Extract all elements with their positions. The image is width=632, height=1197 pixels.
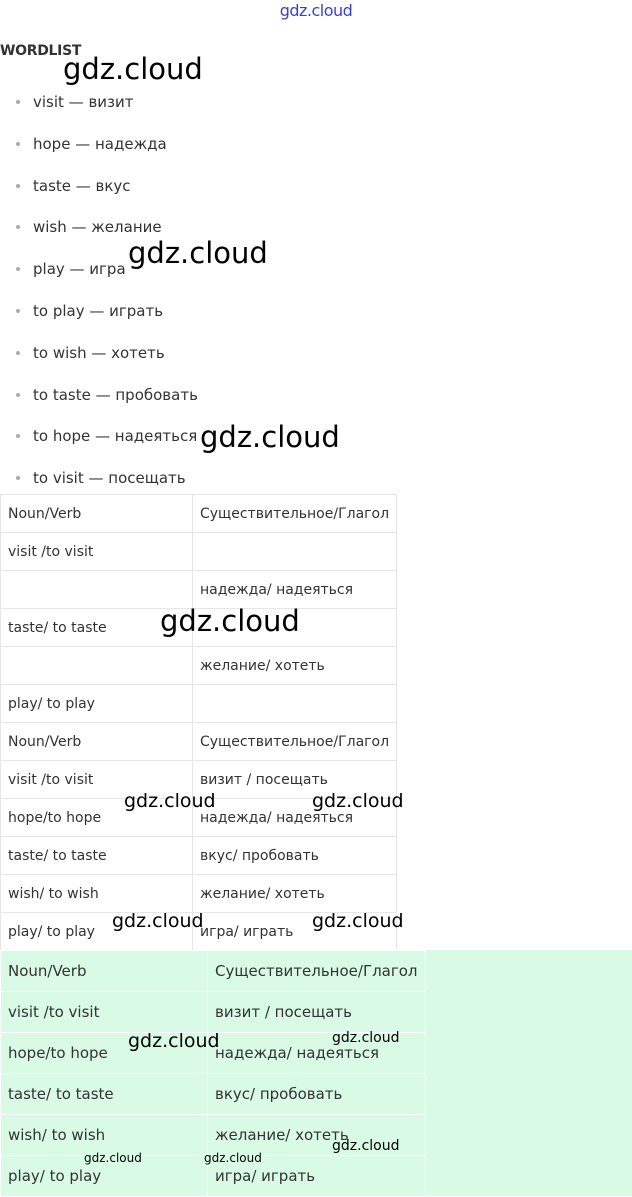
list-item-text: to wish — хотеть <box>33 343 165 362</box>
table-cell: Существительное/Глагол <box>193 723 397 761</box>
watermark: gdz.cloud <box>312 910 404 932</box>
table-cell: Noun/Verb <box>1 495 193 533</box>
table-cell: play/ to play <box>1 1156 208 1197</box>
filled-table <box>0 722 397 951</box>
table-cell: вкус/ пробовать <box>208 1074 426 1115</box>
table-row <box>1 951 426 992</box>
table-row <box>1 571 397 609</box>
table-row <box>1 1033 426 1074</box>
table-cell: желание/ хотеть <box>193 647 397 685</box>
list-item-text: to taste — пробовать <box>33 385 198 404</box>
watermark: gdz.cloud <box>312 790 404 812</box>
table-cell: желание/ хотеть <box>193 875 397 913</box>
bullet-icon <box>16 100 20 104</box>
table-cell <box>1 571 193 609</box>
table-cell: Существительное/Глагол <box>208 951 426 992</box>
list-item <box>0 215 198 257</box>
table-cell: желание/ хотеть <box>208 1115 426 1156</box>
bullet-icon <box>16 351 20 355</box>
list-item <box>0 299 198 341</box>
answer-table <box>0 950 426 1197</box>
wordlist <box>0 90 198 508</box>
table-cell <box>193 533 397 571</box>
table-cell <box>1 647 193 685</box>
list-item-text: to hope — надеяться <box>33 427 198 446</box>
table-cell: игра/ играть <box>193 913 397 951</box>
table-row <box>1 875 397 913</box>
table-cell: Noun/Verb <box>1 951 208 992</box>
watermark: gdz.cloud <box>204 1151 262 1165</box>
table-cell: taste/ to taste <box>1 837 193 875</box>
table-cell: wish/ to wish <box>1 1115 208 1156</box>
table-cell: visit /to visit <box>1 761 193 799</box>
watermark: gdz.cloud <box>128 1030 220 1052</box>
watermark: gdz.cloud <box>124 790 216 812</box>
table-row <box>1 685 397 723</box>
table-row <box>1 533 397 571</box>
watermark: gdz.cloud <box>63 52 203 86</box>
list-item-text: hope — надежда <box>33 134 167 153</box>
table-cell: wish/ to wish <box>1 875 193 913</box>
table-cell: visit /to visit <box>1 992 208 1033</box>
table-row <box>1 647 397 685</box>
table-cell: визит / посещать <box>208 992 426 1033</box>
list-item-text: play — игра <box>33 260 126 279</box>
table-cell: taste/ to taste <box>1 1074 208 1115</box>
table-row <box>1 837 397 875</box>
list-item <box>0 424 198 466</box>
table-cell: visit /to visit <box>1 533 193 571</box>
bullet-icon <box>16 225 20 229</box>
list-item <box>0 383 198 425</box>
list-item-text: to play — играть <box>33 301 164 320</box>
table-row <box>1 1074 426 1115</box>
watermark: gdz.cloud <box>112 910 204 932</box>
list-item <box>0 90 198 132</box>
site-brand-link[interactable]: gdz.cloud <box>279 1 353 20</box>
watermark: gdz.cloud <box>200 420 340 454</box>
table-row <box>1 1156 426 1197</box>
list-item <box>0 341 198 383</box>
table-cell: taste/ to taste <box>1 609 193 647</box>
list-item-text: visit — визит <box>33 93 134 111</box>
table-row <box>1 992 426 1033</box>
watermark: gdz.cloud <box>332 1138 400 1154</box>
table-cell: hope/to hope <box>1 1033 208 1074</box>
table-cell: play/ to play <box>1 685 193 723</box>
watermark: gdz.cloud <box>84 1151 142 1165</box>
bullet-icon <box>16 267 20 271</box>
bullet-icon <box>16 393 20 397</box>
list-item-text: taste — вкус <box>33 176 131 195</box>
table-cell: надежда/ надеяться <box>193 571 397 609</box>
list-item <box>0 132 198 174</box>
list-item-text: wish — желание <box>33 218 162 237</box>
list-item-text: to visit — посещать <box>33 469 186 488</box>
table-row <box>1 609 397 647</box>
wordlist-heading: WORDLIST <box>0 43 82 59</box>
table-cell: hope/to hope <box>1 799 193 837</box>
table-cell: play/ to play <box>1 913 193 951</box>
table-cell <box>193 609 397 647</box>
list-item <box>0 174 198 216</box>
table-cell: игра/ играть <box>208 1156 426 1197</box>
bullet-icon <box>16 434 20 438</box>
table-row <box>1 799 397 837</box>
table-cell: надежда/ надеяться <box>193 799 397 837</box>
table-cell <box>193 685 397 723</box>
watermark: gdz.cloud <box>128 236 268 270</box>
table-cell: надежда/ надеяться <box>208 1033 426 1074</box>
bullet-icon <box>16 184 20 188</box>
list-item <box>0 257 198 299</box>
task-table <box>0 494 397 723</box>
table-row <box>1 495 397 533</box>
watermark: gdz.cloud <box>332 1030 400 1046</box>
table-cell: Существительное/Глагол <box>193 495 397 533</box>
bullet-icon <box>16 309 20 313</box>
table-row <box>1 761 397 799</box>
table-row <box>1 723 397 761</box>
table-row <box>1 1115 426 1156</box>
table-cell: вкус/ пробовать <box>193 837 397 875</box>
table-cell: визит / посещать <box>193 761 397 799</box>
table-row <box>1 913 397 951</box>
table-cell: Noun/Verb <box>1 723 193 761</box>
watermark: gdz.cloud <box>160 604 300 638</box>
bullet-icon <box>16 142 20 146</box>
bullet-icon <box>16 476 20 480</box>
